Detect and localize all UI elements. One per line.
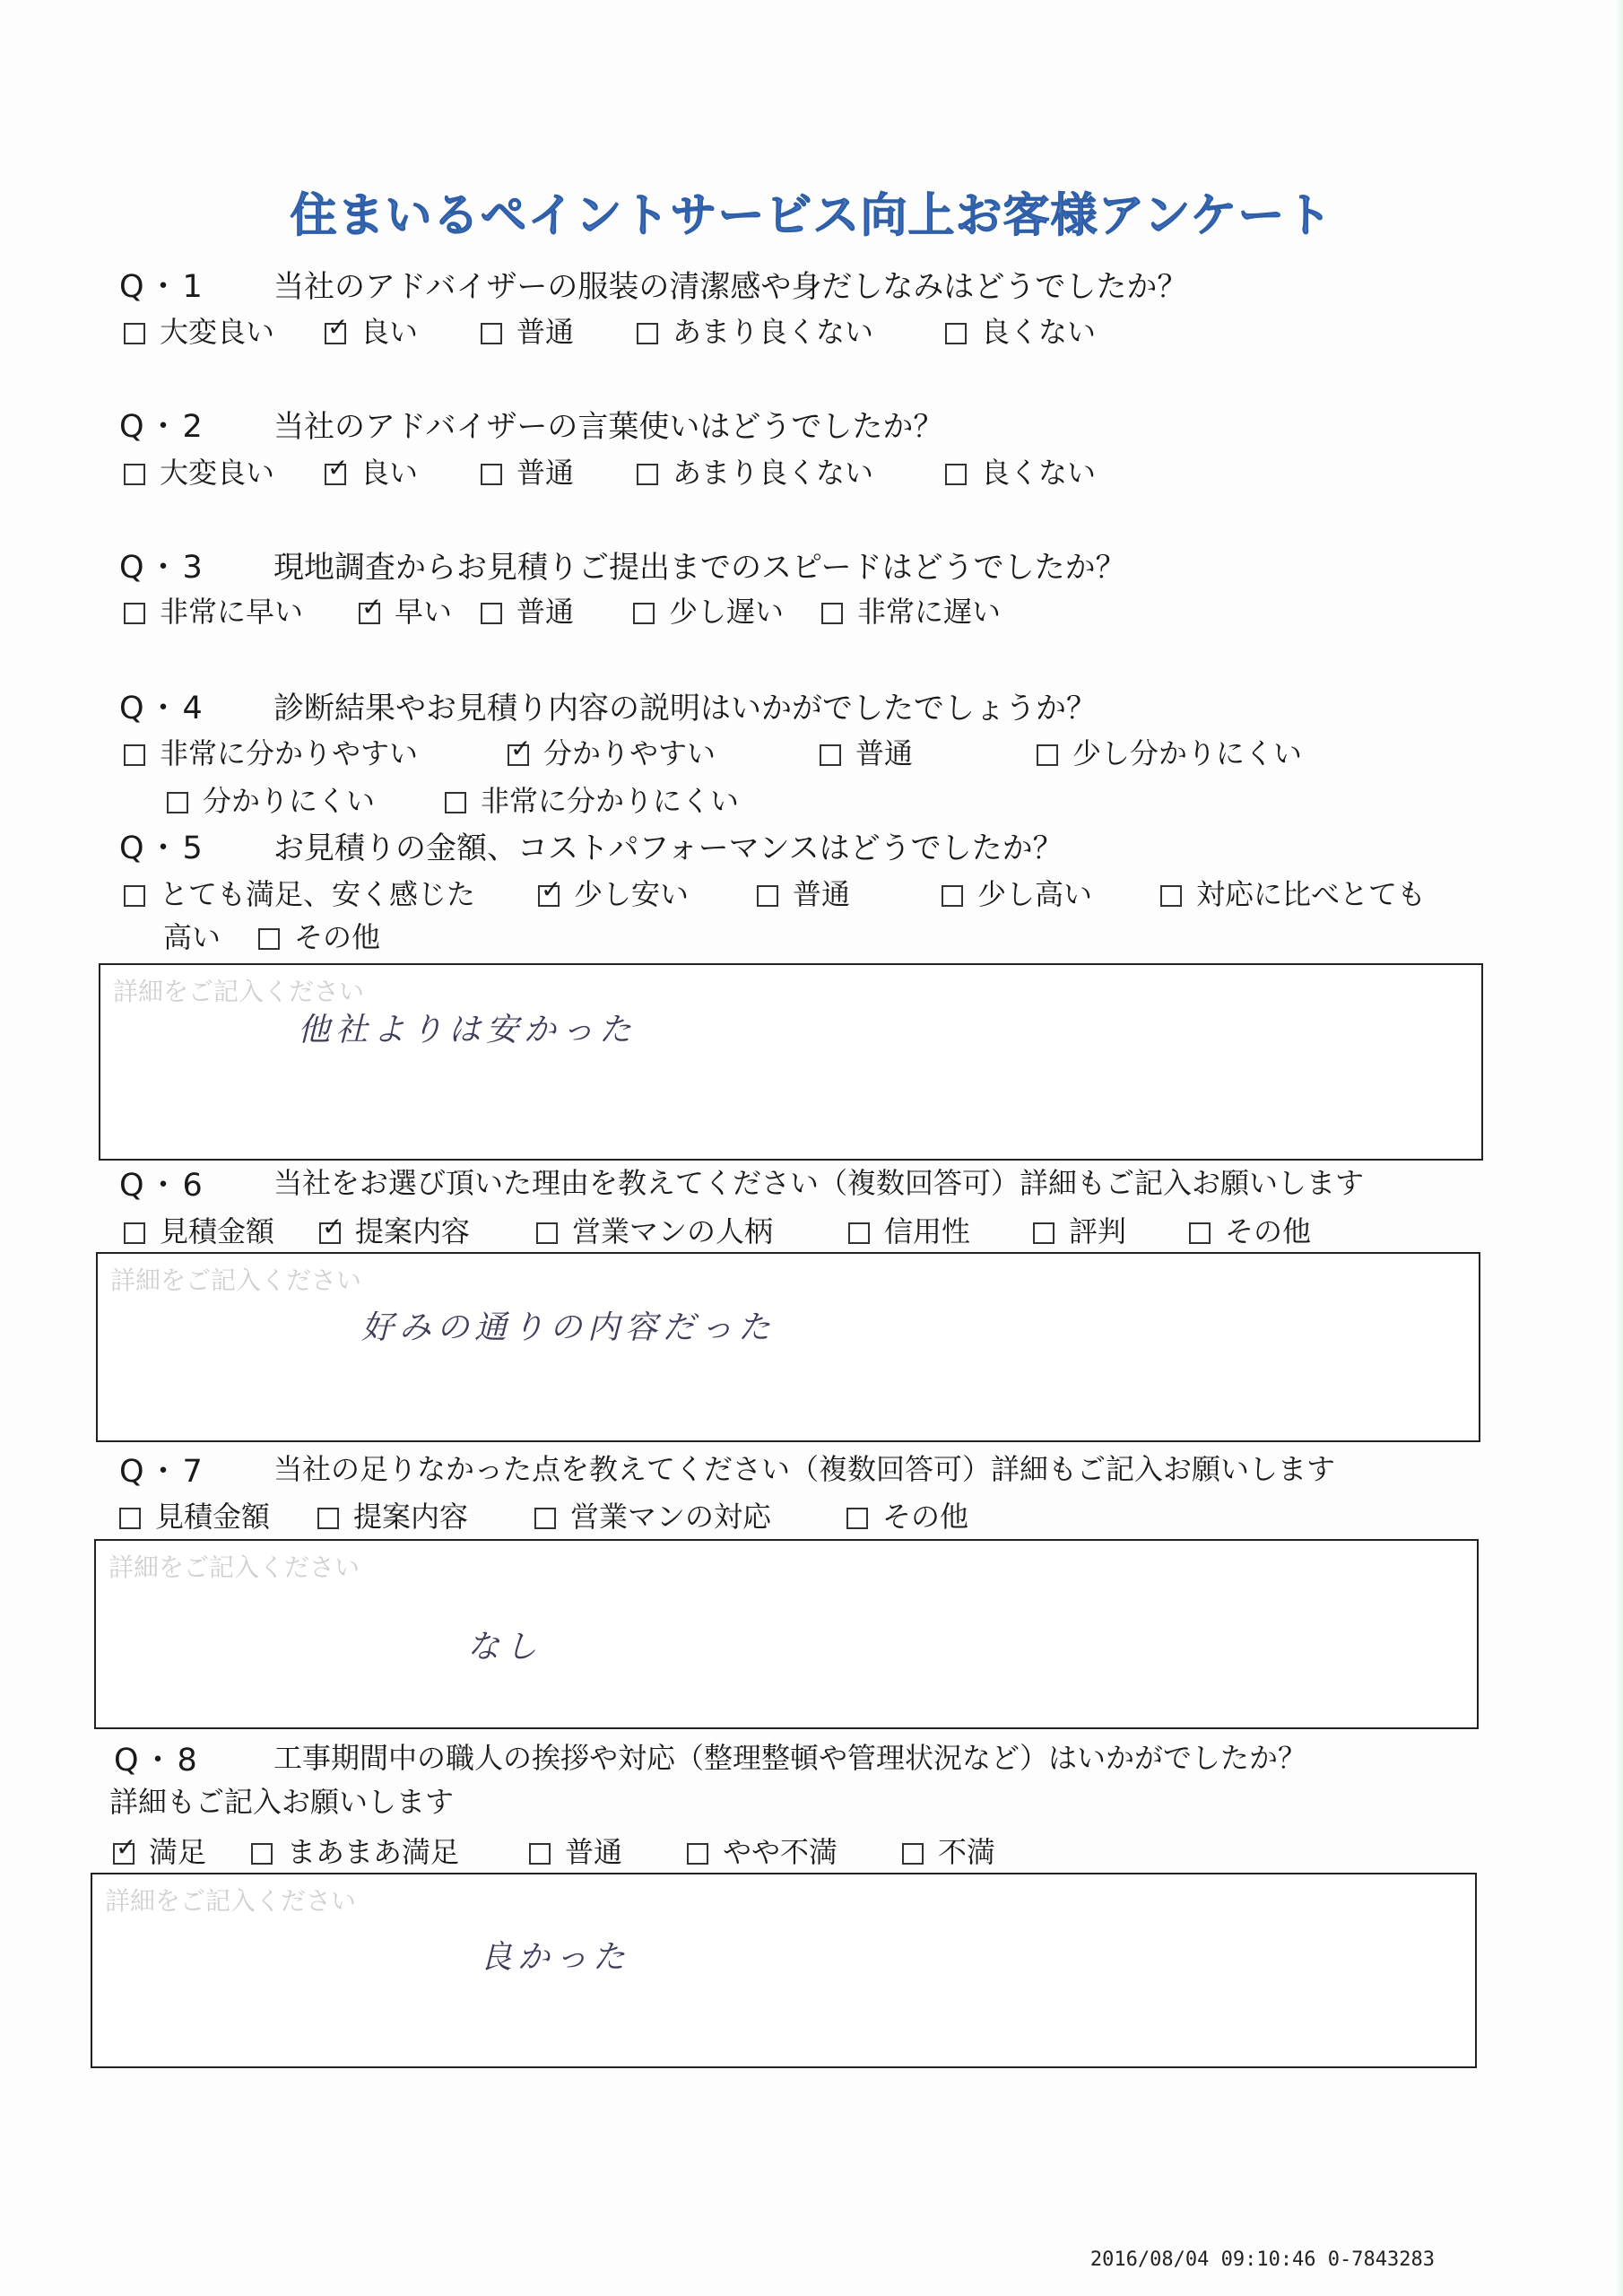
q5-detail-box[interactable] — [99, 963, 1483, 1161]
checkbox[interactable] — [821, 603, 843, 624]
q3-option-2[interactable]: ✓ 早い — [359, 589, 452, 631]
checkbox[interactable] — [251, 1843, 273, 1865]
checkbox[interactable] — [481, 323, 502, 344]
q5-option-2[interactable]: ✓ 少し安い — [538, 872, 689, 913]
q1-option-5[interactable]: 良くない — [945, 309, 1096, 351]
checkbox[interactable] — [536, 1222, 558, 1244]
q6-option-1[interactable]: 見積金額 — [124, 1209, 274, 1250]
q1-option-3[interactable]: 普通 — [481, 309, 574, 351]
q4-option-3[interactable]: 普通 — [820, 731, 913, 772]
checkbox-checked[interactable] — [359, 603, 380, 624]
q2-option-1[interactable]: 大変良い — [124, 450, 274, 491]
q5-option-4[interactable]: 少し高い — [942, 872, 1092, 913]
q3-option-3[interactable]: 普通 — [481, 589, 574, 631]
q5-option-3[interactable]: 普通 — [757, 872, 850, 913]
q8-option-3[interactable]: 普通 — [529, 1830, 622, 1871]
checkbox[interactable] — [445, 792, 466, 813]
checkbox[interactable] — [846, 1508, 868, 1529]
q6-detail-placeholder: 詳細をご記入ください — [110, 1265, 362, 1295]
q2-option-5[interactable]: 良くない — [945, 450, 1096, 491]
q7-option-1[interactable]: 見積金額 — [119, 1494, 270, 1535]
checkbox[interactable] — [637, 464, 658, 485]
q7-number: Q・7 — [119, 1454, 206, 1490]
checkbox[interactable] — [848, 1222, 870, 1244]
q6-option-3[interactable]: 営業マンの人柄 — [536, 1209, 773, 1250]
q1-number: Q・1 — [119, 269, 206, 305]
q1-option-1[interactable]: 大変良い — [124, 309, 274, 351]
checkbox-checked[interactable] — [538, 885, 560, 907]
q3-option-1[interactable]: 非常に早い — [124, 589, 303, 631]
q6-handwritten-answer: 好みの通りの内容だった — [361, 1309, 777, 1346]
q7-detail-box[interactable] — [94, 1539, 1479, 1729]
q3-option-5[interactable]: 非常に遅い — [821, 589, 1001, 631]
checkbox[interactable] — [481, 464, 502, 485]
checkbox[interactable] — [167, 792, 188, 813]
checkbox[interactable] — [124, 323, 145, 344]
q5-text: お見積りの金額、コストパフォーマンスはどうでしたか？ — [273, 831, 1063, 866]
q7-option-2[interactable]: 提案内容 — [317, 1494, 468, 1535]
q6-option-4[interactable]: 信用性 — [848, 1209, 970, 1250]
q1-option-4[interactable]: あまり良くない — [637, 309, 873, 351]
q5-detail-placeholder: 詳細をご記入ください — [113, 977, 365, 1006]
q5-option-5[interactable]: 対応に比べとても — [1160, 872, 1426, 913]
q8-option-4[interactable]: やや不満 — [687, 1830, 838, 1871]
checkbox[interactable] — [119, 1508, 141, 1529]
q1-option-2[interactable]: ✓ 良い — [325, 309, 418, 351]
checkbox-checked[interactable] — [508, 744, 529, 766]
q5-option-1[interactable]: とても満足、安く感じた — [124, 872, 475, 913]
q4-option-6[interactable]: 非常に分かりにくい — [445, 778, 739, 820]
q5-number: Q・5 — [119, 831, 206, 866]
q7-handwritten-answer: なし — [467, 1629, 543, 1665]
q5-option-6[interactable]: その他 — [258, 915, 380, 956]
q2-option-2[interactable]: ✓ 良い — [325, 450, 418, 491]
checkbox-checked[interactable] — [319, 1222, 341, 1244]
q8-handwritten-answer: 良かった — [480, 1939, 631, 1976]
fax-timestamp: 2016/08/04 09:10:46 0-7843283 — [1089, 2248, 1435, 2271]
checkbox[interactable] — [637, 323, 658, 344]
checkbox[interactable] — [124, 744, 145, 766]
checkbox[interactable] — [529, 1843, 551, 1865]
q4-option-4[interactable]: 少し分かりにくい — [1037, 731, 1302, 772]
checkbox[interactable] — [534, 1508, 556, 1529]
q6-detail-box[interactable] — [96, 1252, 1480, 1442]
q4-option-5[interactable]: 分かりにくい — [167, 778, 375, 820]
checkbox[interactable] — [1033, 1222, 1055, 1244]
q5-handwritten-answer: 他社よりは安かった — [298, 1012, 638, 1048]
checkbox[interactable] — [942, 885, 963, 907]
q5-option-5-cont: 高い — [163, 920, 221, 954]
q7-text: 当社の足りなかった点を教えてください（複数回答可）詳細もご記入お願いします — [273, 1452, 1336, 1486]
checkbox[interactable] — [124, 885, 145, 907]
checkbox[interactable] — [317, 1508, 339, 1529]
checkbox-checked[interactable] — [325, 464, 346, 485]
q2-option-3[interactable]: 普通 — [481, 450, 574, 491]
checkbox[interactable] — [124, 1222, 145, 1244]
checkbox[interactable] — [945, 464, 967, 485]
checkbox-checked[interactable] — [325, 323, 346, 344]
checkbox[interactable] — [258, 928, 280, 950]
q6-option-2[interactable]: ✓ 提案内容 — [319, 1209, 470, 1250]
q7-option-4[interactable]: その他 — [846, 1494, 968, 1535]
q8-option-5[interactable]: 不満 — [902, 1830, 995, 1871]
q8-option-2[interactable]: まあまあ満足 — [251, 1830, 459, 1871]
q3-number: Q・3 — [119, 550, 206, 586]
q7-detail-placeholder: 詳細をご記入ください — [108, 1552, 360, 1582]
q2-number: Q・2 — [119, 409, 206, 445]
q1-text: 当社のアドバイザーの服装の清潔感や身だしなみはどうでしたか？ — [273, 269, 1188, 305]
q6-option-5[interactable]: 評判 — [1033, 1209, 1126, 1250]
checkbox[interactable] — [1037, 744, 1058, 766]
checkbox[interactable] — [902, 1843, 924, 1865]
q4-option-2[interactable]: ✓ 分かりやすい — [508, 731, 716, 772]
scan-edge — [1614, 0, 1623, 2296]
q3-option-4[interactable]: 少し遅い — [633, 589, 784, 631]
q8-option-1[interactable]: ✓満足 — [113, 1830, 206, 1871]
q3-text: 現地調査からお見積りご提出までのスピードはどうでしたか？ — [273, 550, 1126, 586]
checkbox[interactable] — [124, 464, 145, 485]
q4-option-1[interactable]: 非常に分かりやすい — [124, 731, 418, 772]
checkbox[interactable] — [481, 603, 502, 624]
checkbox[interactable] — [757, 885, 778, 907]
q2-text: 当社のアドバイザーの言葉使いはどうでしたか？ — [273, 409, 944, 445]
checkbox[interactable] — [1160, 885, 1182, 907]
q8-detail-box[interactable] — [91, 1873, 1477, 2068]
checkbox[interactable] — [945, 323, 967, 344]
checkbox[interactable] — [633, 603, 655, 624]
q7-option-3[interactable]: 営業マンの対応 — [534, 1494, 771, 1535]
q8-number: Q・8 — [114, 1743, 201, 1779]
checkbox[interactable] — [1189, 1222, 1211, 1244]
q8-text: 工事期間中の職人の挨拶や対応（整理整頓や管理状況など）はいかがでしたか？ — [273, 1741, 1307, 1775]
q4-text: 診断結果やお見積り内容の説明はいかがでしたでしょうか？ — [273, 691, 1097, 726]
page-title: 住まいるペイントサービス向上お客様アンケート — [290, 189, 1333, 243]
checkbox[interactable] — [124, 603, 145, 624]
q4-number: Q・4 — [119, 691, 206, 726]
checkbox[interactable] — [687, 1843, 708, 1865]
q8-detail-placeholder: 詳細をご記入ください — [105, 1886, 357, 1916]
q6-number: Q・6 — [119, 1168, 206, 1204]
q6-text: 当社をお選び頂いた理由を教えてください（複数回答可）詳細もご記入お願いします — [273, 1166, 1365, 1200]
q2-option-4[interactable]: あまり良くない — [637, 450, 873, 491]
q8-text-line2: 詳細もご記入お願いします — [109, 1785, 455, 1819]
q6-option-6[interactable]: その他 — [1189, 1209, 1311, 1250]
checkbox-checked[interactable] — [113, 1843, 135, 1865]
checkbox[interactable] — [820, 744, 841, 766]
